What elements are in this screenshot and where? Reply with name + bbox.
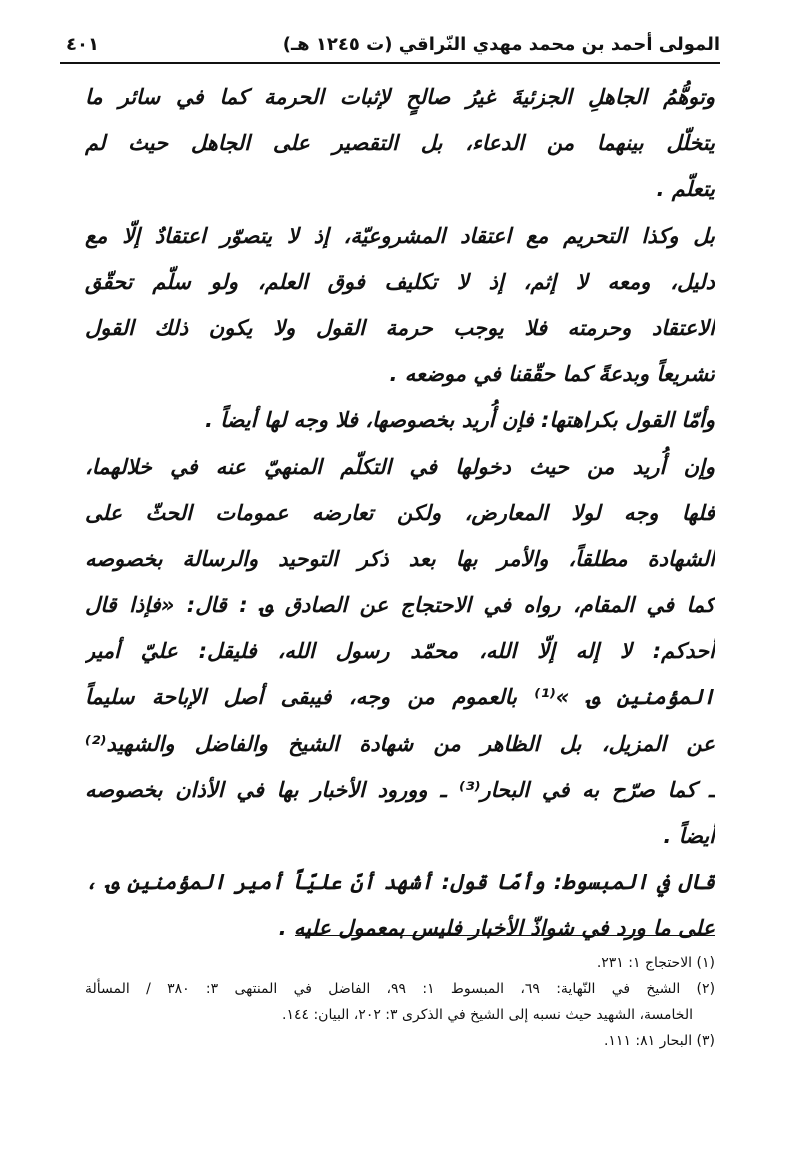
text-line: الاعتقاد وحرمته فلا يوجب حرمة القول ولا يكون ذلك القول bbox=[85, 315, 715, 340]
text-line: وتوهُّمُ الجاهلِ الجزئيةَ غيرُ صالحٍ لإثبات الحرمة كما في سائر ما bbox=[85, 85, 715, 109]
footnote-separator bbox=[295, 935, 715, 936]
text-line: أيضاً . bbox=[663, 824, 715, 848]
text-line: فلها وجه لولا المعارض، ولكن تعارضه عمومات الحثّ على bbox=[85, 500, 715, 525]
footnote-3: (٣) البحار ٨١: ١١١. bbox=[603, 1033, 715, 1049]
text-line: قال في المبسوط: وأمّا قول: أشهد أنّ عليّاً أمير المؤمنين ؈ ، bbox=[85, 870, 715, 895]
header-rule bbox=[60, 62, 720, 64]
text-line: ـ كما صرّح به في البحار⁽³⁾ ـ وورود الأخبار بها في الأذان بخصوصه bbox=[85, 777, 715, 802]
text-line: كما في المقام، رواه في الاحتجاج عن الصادق ؈ : قال: «فإذا قال bbox=[85, 593, 715, 618]
header-title: المولى أحمد بن محمد مهدي النّراقي (ت ١٢٤٥ هـ) bbox=[282, 34, 720, 55]
text-line: يتخلّل بينهما من الدعاء، بل التقصير على الجاهل حيث لم bbox=[85, 131, 715, 156]
running-header bbox=[60, 30, 720, 64]
footnote-2-continued: الخامسة، الشهيد حيث نسبه إلى الشيخ في الذكرى ٣: ٢٠٢، البيان: ١٤٤. bbox=[281, 1007, 693, 1023]
text-line: يتعلّم . bbox=[656, 177, 715, 202]
text-line: بل وكذا التحريم مع اعتقاد المشروعيّة، إذ لا يتصوّر اعتقادٌ إلّا مع bbox=[85, 223, 715, 248]
text-line: دليل، ومعه لا إثم، إذ لا تكليف فوق العلم، ولو سلّم تحقّق bbox=[85, 269, 715, 294]
main-text bbox=[85, 74, 715, 952]
text-line: وإن أُريد من حيث دخولها في التكلّم المنهيّ عنه في خلالهما، bbox=[85, 454, 715, 479]
footnote-1: (١) الاحتجاج ١: ٢٣١. bbox=[596, 955, 715, 971]
text-line: على ما ورد في شواذّ الأخبار فليس بمعمول عليه . bbox=[278, 916, 715, 941]
footnote-2: (٢) الشيخ في النّهاية: ٦٩، المبسوط ١: ٩٩، الفاضل في المنتهى ٣: ٣٨٠ / المسألة bbox=[85, 981, 715, 997]
footnotes bbox=[85, 950, 715, 1054]
text-line: عن المزيل، بل الظاهر من شهادة الشيخ والفاضل والشهيد⁽²⁾ bbox=[85, 731, 715, 756]
text-line: المؤمنين ؈ »⁽¹⁾ بالعموم من وجه، فيبقى أصل الإباحة سليماً bbox=[85, 685, 715, 710]
text-line: أحدكم: لا إله إلّا الله، محمّد رسول الله، فليقل: عليّ أمير bbox=[85, 639, 715, 664]
text-line: تشريعاً وبدعةً كما حقّقنا في موضعه . bbox=[389, 362, 715, 387]
text-line: الشهادة مطلقاً، والأمر بها بعد ذكر التوحيد والرسالة بخصوصه bbox=[85, 546, 715, 571]
page-number: ٤٠١ bbox=[66, 34, 99, 55]
text-line: وأمّا القول بكراهتها: فإن أُريد بخصوصها، فلا وجه لها أيضاً . bbox=[205, 408, 715, 433]
